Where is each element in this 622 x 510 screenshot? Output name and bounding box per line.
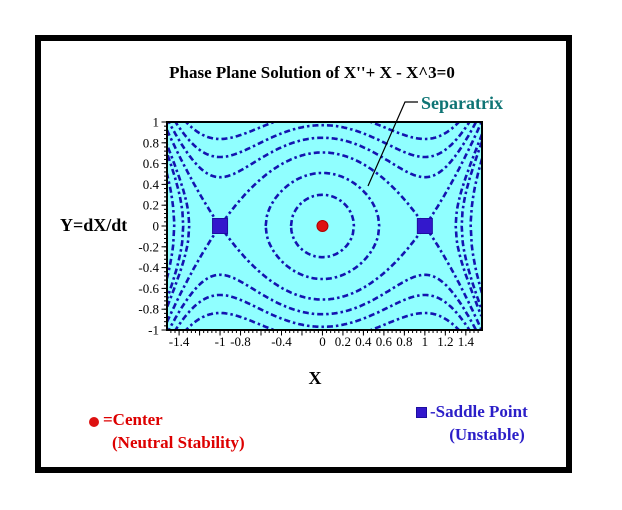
x-tick-label: 0 xyxy=(319,334,326,349)
y-tick-label: 0.6 xyxy=(142,156,159,172)
saddle-point-marker xyxy=(213,219,228,234)
legend-center-sublabel: (Neutral Stability) xyxy=(112,433,245,452)
saddle-point-marker xyxy=(417,219,432,234)
center-marker-icon xyxy=(89,417,99,427)
y-tick-label: 0.2 xyxy=(142,197,159,213)
y-axis-label: Y=dX/dt xyxy=(60,215,128,235)
y-tick-label: 0.4 xyxy=(142,176,159,192)
separatrix-annotation: Separatrix xyxy=(421,93,503,113)
legend-saddle-label: -Saddle Point xyxy=(430,402,528,421)
y-tick-label: 1 xyxy=(152,114,159,130)
x-tick-label: -0.4 xyxy=(271,334,292,349)
center-point-marker xyxy=(317,221,328,232)
x-tick-label: -1 xyxy=(214,334,226,349)
legend-saddle-sublabel: (Unstable) xyxy=(449,425,525,444)
x-tick-label: 1.2 xyxy=(437,334,454,349)
x-tick-label: 0.8 xyxy=(396,334,413,349)
x-tick-label: -0.8 xyxy=(230,334,251,349)
y-tick-label: 0.8 xyxy=(142,135,159,151)
page-title: Phase Plane Solution of X''+ X - X^3=0 xyxy=(169,63,455,82)
x-tick-label: 1.4 xyxy=(457,334,474,349)
legend-center-label: =Center xyxy=(103,410,163,429)
y-tick-label: -0.4 xyxy=(138,260,159,276)
y-tick-label: -0.2 xyxy=(138,239,159,255)
x-tick-label: 0.6 xyxy=(375,334,393,349)
y-tick-label: 0 xyxy=(152,218,159,234)
x-tick-label: 0.2 xyxy=(334,334,352,349)
x-tick-label: 0.4 xyxy=(355,334,372,349)
x-axis-label: X xyxy=(308,368,322,388)
x-tick-label: 1 xyxy=(421,334,429,349)
y-tick-label: -0.6 xyxy=(138,280,159,296)
y-tick-label: -0.8 xyxy=(138,301,159,317)
saddle-marker-icon xyxy=(416,407,427,418)
y-tick-label: -1 xyxy=(148,322,159,338)
x-tick-label: -1.4 xyxy=(168,334,190,349)
